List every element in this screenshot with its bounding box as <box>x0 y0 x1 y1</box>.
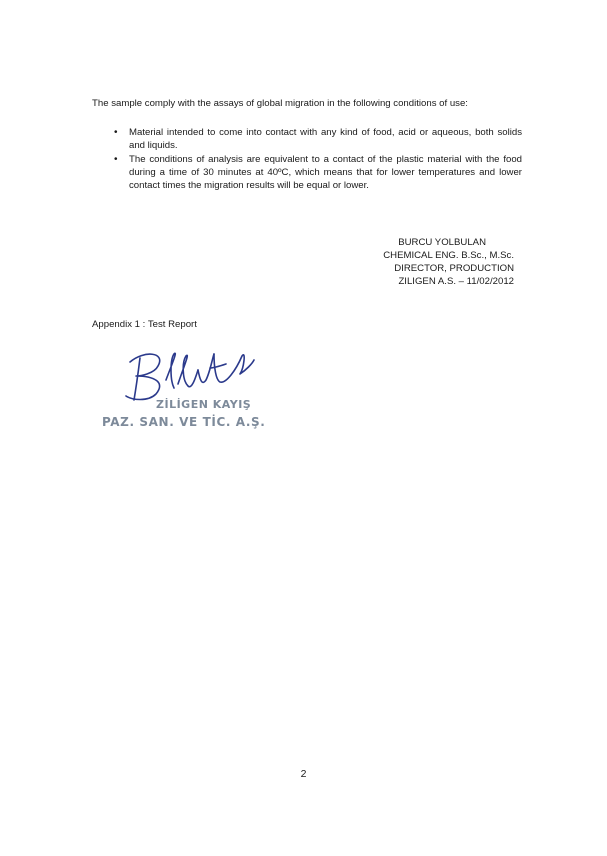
list-item-text: Material intended to come into contact with any kind of food, acid or aqueous, both solids and liquids. <box>129 127 522 151</box>
list-item-text: The conditions of analysis are equivalent to a contact of the plastic material with the food during a time of 30 minutes at 40ºC, which means that for lower temperatures and lower contact times the migration results will be equal or lower. <box>129 154 522 191</box>
appendix-label: Appendix 1 : Test Report <box>92 319 197 330</box>
bullet-icon: • <box>114 154 118 165</box>
signatory-name: BURCU YOLBULAN <box>398 237 486 248</box>
page-number: 2 <box>300 768 307 780</box>
handwritten-signature <box>126 353 254 400</box>
stamp-line-2: PAZ. SAN. VE TİC. A.Ş. <box>102 415 266 429</box>
signature-stamp <box>96 340 276 440</box>
signatory-block <box>360 236 520 288</box>
list-item <box>92 126 522 152</box>
bullet-icon: • <box>114 127 118 138</box>
list-item <box>92 153 522 192</box>
signatory-degree: CHEMICAL ENG. B.Sc., M.Sc. <box>383 250 514 261</box>
intro-paragraph: The sample comply with the assays of global migration in the following conditions of use: <box>92 98 468 109</box>
stamp-line-1: ZİLİGEN KAYIŞ <box>156 398 252 411</box>
signatory-title: DIRECTOR, PRODUCTION <box>394 263 514 274</box>
conditions-list <box>92 126 522 193</box>
signatory-company-date: ZILIGEN A.S. – 11/02/2012 <box>398 276 514 287</box>
